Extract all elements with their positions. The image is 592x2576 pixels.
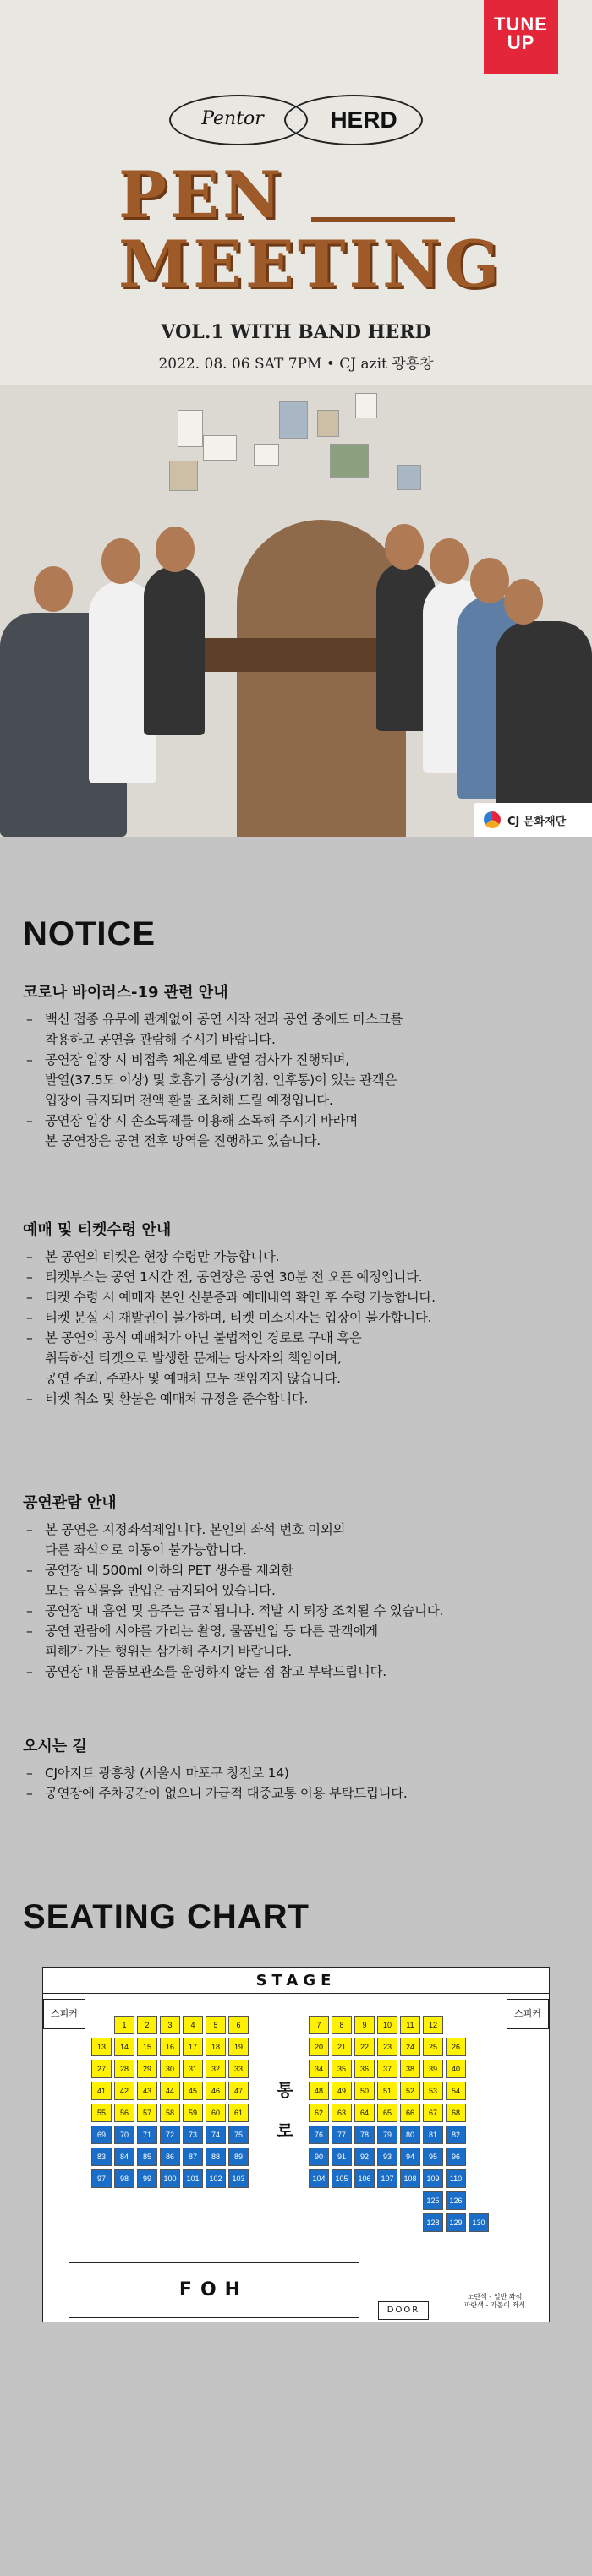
door-label: DOOR bbox=[378, 2301, 429, 2320]
stage-label: STAGE bbox=[43, 1968, 549, 1994]
seat: 24 bbox=[400, 2038, 420, 2056]
seat: 37 bbox=[377, 2060, 397, 2078]
aisle-label: 통로 bbox=[277, 2080, 293, 2141]
seat: 86 bbox=[160, 2148, 180, 2166]
legend-blue: 파란색 - 가볼이 좌석 bbox=[463, 2301, 526, 2309]
seat: 64 bbox=[354, 2104, 375, 2122]
seat: 19 bbox=[228, 2038, 249, 2056]
seat: 40 bbox=[446, 2060, 466, 2078]
notice-section-viewing bbox=[23, 1491, 573, 1682]
seat: 27 bbox=[91, 2060, 112, 2078]
seat: 56 bbox=[114, 2104, 134, 2122]
list-item: – 공연장 입장 시 손소독제를 이용해 소독해 주시기 바라며 본 공연장은 공연 전후 방역을 진행하고 있습니다. bbox=[23, 1111, 573, 1151]
seat: 72 bbox=[160, 2126, 180, 2144]
wall-frame bbox=[178, 410, 203, 447]
seat: 33 bbox=[228, 2060, 249, 2078]
seat: 20 bbox=[309, 2038, 329, 2056]
seat: 29 bbox=[137, 2060, 157, 2078]
person-head bbox=[101, 538, 140, 584]
foh-label: FOH bbox=[69, 2262, 359, 2318]
seat: 92 bbox=[354, 2148, 375, 2166]
seat: 14 bbox=[114, 2038, 134, 2056]
seat: 129 bbox=[446, 2213, 466, 2232]
seat: 106 bbox=[354, 2169, 375, 2188]
sponsor-logo bbox=[474, 803, 592, 837]
seat: 93 bbox=[377, 2148, 397, 2166]
seat: 57 bbox=[137, 2104, 157, 2122]
seat: 105 bbox=[332, 2169, 352, 2188]
seat: 81 bbox=[423, 2126, 443, 2144]
list-item: – 본 공연의 티켓은 현장 수령만 가능합니다. bbox=[23, 1247, 573, 1267]
person-head bbox=[156, 527, 195, 572]
title-line-2: MEETING bbox=[118, 226, 503, 302]
seat: 7 bbox=[309, 2016, 329, 2034]
seating-chart bbox=[42, 1967, 550, 2322]
seat: 53 bbox=[423, 2082, 443, 2100]
seat: 84 bbox=[114, 2148, 134, 2166]
list-item: – 백신 접종 유무에 관계없이 공연 시작 전과 공연 중에도 마스크를 착용하고 공연을 관람해 주시기 바랍니다. bbox=[23, 1009, 573, 1050]
wall-frame bbox=[169, 461, 198, 491]
seat: 78 bbox=[354, 2126, 375, 2144]
seat: 71 bbox=[137, 2126, 157, 2144]
seat: 104 bbox=[309, 2169, 329, 2188]
wall-frame bbox=[254, 444, 279, 466]
seat: 48 bbox=[309, 2082, 329, 2100]
seat: 23 bbox=[377, 2038, 397, 2056]
collab-logos bbox=[169, 95, 423, 150]
seat: 75 bbox=[228, 2126, 249, 2144]
seat: 100 bbox=[160, 2169, 180, 2188]
seat: 125 bbox=[423, 2191, 443, 2210]
speaker-right: 스피커 bbox=[507, 1999, 549, 2029]
title-line-1: PEN bbox=[118, 157, 285, 232]
person bbox=[144, 566, 205, 735]
seat: 60 bbox=[206, 2104, 226, 2122]
seat: 1 bbox=[114, 2016, 134, 2034]
person-head bbox=[470, 558, 509, 603]
seat: 42 bbox=[114, 2082, 134, 2100]
seat: 88 bbox=[206, 2148, 226, 2166]
seat: 66 bbox=[400, 2104, 420, 2122]
list-item: – 티켓 분실 시 재발권이 불가하며, 티켓 미소지자는 입장이 불가합니다. bbox=[23, 1307, 573, 1328]
wall-frame bbox=[330, 444, 369, 478]
seat: 94 bbox=[400, 2148, 420, 2166]
list-item: – 티켓부스는 공연 1시간 전, 공연장은 공연 30분 전 오픈 예정입니다. bbox=[23, 1267, 573, 1287]
list-item: – 공연장 내 흡연 및 음주는 금지됩니다. 적발 시 퇴장 조치될 수 있습니다. bbox=[23, 1601, 573, 1621]
seat: 46 bbox=[206, 2082, 226, 2100]
seat: 98 bbox=[114, 2169, 134, 2188]
person-head bbox=[504, 579, 543, 625]
seat: 22 bbox=[354, 2038, 375, 2056]
seat: 34 bbox=[309, 2060, 329, 2078]
seat: 85 bbox=[137, 2148, 157, 2166]
seat-legend bbox=[444, 2293, 545, 2310]
seat: 4 bbox=[183, 2016, 203, 2034]
seating-chart-title: SEATING CHART bbox=[23, 1898, 310, 1935]
seat: 103 bbox=[228, 2169, 249, 2188]
list-item: – 본 공연의 공식 예매처가 아닌 불법적인 경로로 구매 혹은 취득하신 티켓으로 발생한 문제는 당사자의 책임이며, 공연 주최, 주관사 및 예매처 모두 책임지지 않습니다. bbox=[23, 1328, 573, 1389]
list-item: – 공연장에 주차공간이 없으니 가급적 대중교통 이용 부탁드립니다. bbox=[23, 1783, 573, 1804]
legend-yellow: 노란색 - 일반 좌석 bbox=[467, 2293, 523, 2300]
sponsor-name: CJ 문화재단 bbox=[507, 816, 567, 828]
seat: 49 bbox=[332, 2082, 352, 2100]
tuneup-badge: TUNE UP bbox=[484, 0, 558, 74]
seat: 80 bbox=[400, 2126, 420, 2144]
seat: 36 bbox=[354, 2060, 375, 2078]
pentor-logo: Pentor bbox=[201, 108, 264, 129]
seat: 6 bbox=[228, 2016, 249, 2034]
section-heading: 예매 및 티켓수령 안내 bbox=[23, 1221, 172, 1239]
seat: 74 bbox=[206, 2126, 226, 2144]
band-photo bbox=[0, 385, 592, 837]
list-item: – 공연장 내 물품보관소를 운영하지 않는 점 참고 부탁드립니다. bbox=[23, 1662, 573, 1682]
seat: 59 bbox=[183, 2104, 203, 2122]
seat: 99 bbox=[137, 2169, 157, 2188]
seat: 95 bbox=[423, 2148, 443, 2166]
seat: 89 bbox=[228, 2148, 249, 2166]
seat: 21 bbox=[332, 2038, 352, 2056]
seat: 63 bbox=[332, 2104, 352, 2122]
seat: 101 bbox=[183, 2169, 203, 2188]
seat: 17 bbox=[183, 2038, 203, 2056]
event-date-venue: 2022. 08. 06 SAT 7PM • CJ azit 광흥창 bbox=[158, 356, 434, 373]
seat: 97 bbox=[91, 2169, 112, 2188]
seat: 12 bbox=[423, 2016, 443, 2034]
seat: 30 bbox=[160, 2060, 180, 2078]
seat: 52 bbox=[400, 2082, 420, 2100]
seat: 87 bbox=[183, 2148, 203, 2166]
seat: 9 bbox=[354, 2016, 375, 2034]
seat: 96 bbox=[446, 2148, 466, 2166]
seat: 110 bbox=[446, 2169, 466, 2188]
seat: 62 bbox=[309, 2104, 329, 2122]
wall-frame bbox=[317, 410, 339, 437]
notice-title: NOTICE bbox=[23, 915, 156, 952]
list-item: – 공연장 입장 시 비접촉 체온계로 발열 검사가 진행되며, 발열(37.5도 이상) 및 호흡기 증상(기침, 인후통)이 있는 관객은 입장이 금지되며 전액 환불 조치해 드릴 예정입니다. bbox=[23, 1050, 573, 1111]
notice-section-ticket bbox=[23, 1218, 573, 1409]
seat: 31 bbox=[183, 2060, 203, 2078]
seat: 11 bbox=[400, 2016, 420, 2034]
seat: 3 bbox=[160, 2016, 180, 2034]
notice-section-covid bbox=[23, 980, 573, 1151]
speaker-left: 스피커 bbox=[43, 1999, 85, 2029]
seat: 126 bbox=[446, 2191, 466, 2210]
section-heading: 오시는 길 bbox=[23, 1738, 87, 1755]
seat: 35 bbox=[332, 2060, 352, 2078]
seat: 109 bbox=[423, 2169, 443, 2188]
section-heading: 공연관람 안내 bbox=[23, 1494, 117, 1512]
seat: 82 bbox=[446, 2126, 466, 2144]
seat: 10 bbox=[377, 2016, 397, 2034]
seat: 38 bbox=[400, 2060, 420, 2078]
person-head bbox=[34, 566, 73, 612]
seat: 69 bbox=[91, 2126, 112, 2144]
seat: 18 bbox=[206, 2038, 226, 2056]
section-heading: 코로나 바이러스-19 관련 안내 bbox=[23, 984, 228, 1001]
seat: 91 bbox=[332, 2148, 352, 2166]
seat: 68 bbox=[446, 2104, 466, 2122]
seat: 70 bbox=[114, 2126, 134, 2144]
seat: 77 bbox=[332, 2126, 352, 2144]
wall-frame bbox=[279, 401, 308, 439]
list-item: – 본 공연은 지정좌석제입니다. 본인의 좌석 번호 이외의 다른 좌석으로 이동이 불가능합니다. bbox=[23, 1520, 573, 1560]
seat: 32 bbox=[206, 2060, 226, 2078]
person-head bbox=[385, 524, 424, 570]
seat: 15 bbox=[137, 2038, 157, 2056]
seat: 58 bbox=[160, 2104, 180, 2122]
seat: 2 bbox=[137, 2016, 157, 2034]
seat: 128 bbox=[423, 2213, 443, 2232]
event-subtitle: VOL.1 WITH BAND HERD bbox=[161, 321, 431, 343]
seat: 79 bbox=[377, 2126, 397, 2144]
seat: 76 bbox=[309, 2126, 329, 2144]
cj-logo-icon bbox=[484, 811, 501, 828]
seat: 65 bbox=[377, 2104, 397, 2122]
seat: 16 bbox=[160, 2038, 180, 2056]
list-item: – 티켓 취소 및 환불은 예매처 규정을 준수합니다. bbox=[23, 1389, 573, 1409]
herd-logo: HERD bbox=[330, 106, 397, 133]
seat: 73 bbox=[183, 2126, 203, 2144]
person-head bbox=[430, 538, 469, 584]
seat: 54 bbox=[446, 2082, 466, 2100]
seat: 44 bbox=[160, 2082, 180, 2100]
seat: 41 bbox=[91, 2082, 112, 2100]
wall-frame bbox=[203, 435, 237, 461]
seat: 90 bbox=[309, 2148, 329, 2166]
seat: 51 bbox=[377, 2082, 397, 2100]
seat: 39 bbox=[423, 2060, 443, 2078]
notice-section-directions bbox=[23, 1734, 573, 1804]
seat: 50 bbox=[354, 2082, 375, 2100]
seat: 25 bbox=[423, 2038, 443, 2056]
poster bbox=[0, 0, 592, 837]
list-item: – 티켓 수령 시 예매자 본인 신분증과 예매내역 확인 후 수령 가능합니다. bbox=[23, 1287, 573, 1307]
seat: 61 bbox=[228, 2104, 249, 2122]
seat: 28 bbox=[114, 2060, 134, 2078]
title-underline bbox=[311, 217, 455, 222]
seat: 26 bbox=[446, 2038, 466, 2056]
seat: 107 bbox=[377, 2169, 397, 2188]
seat: 55 bbox=[91, 2104, 112, 2122]
seat: 13 bbox=[91, 2038, 112, 2056]
seat: 108 bbox=[400, 2169, 420, 2188]
seat: 67 bbox=[423, 2104, 443, 2122]
list-item: – 공연장 내 500ml 이하의 PET 생수를 제외한 모든 음식물을 반입은 금지되어 있습니다. bbox=[23, 1560, 573, 1601]
seat: 5 bbox=[206, 2016, 226, 2034]
seat: 102 bbox=[206, 2169, 226, 2188]
seat: 83 bbox=[91, 2148, 112, 2166]
wall-frame bbox=[355, 393, 377, 418]
seat: 43 bbox=[137, 2082, 157, 2100]
seat: 47 bbox=[228, 2082, 249, 2100]
wall-frame bbox=[397, 465, 421, 490]
list-item: – CJ아지트 광흥창 (서울시 마포구 창전로 14) bbox=[23, 1763, 573, 1783]
list-item: – 공연 관람에 시야를 가리는 촬영, 물품반입 등 다른 관객에게 피해가 가는 행위는 삼가해 주시기 바랍니다. bbox=[23, 1621, 573, 1662]
seat: 8 bbox=[332, 2016, 352, 2034]
seat: 45 bbox=[183, 2082, 203, 2100]
seat: 130 bbox=[469, 2213, 489, 2232]
